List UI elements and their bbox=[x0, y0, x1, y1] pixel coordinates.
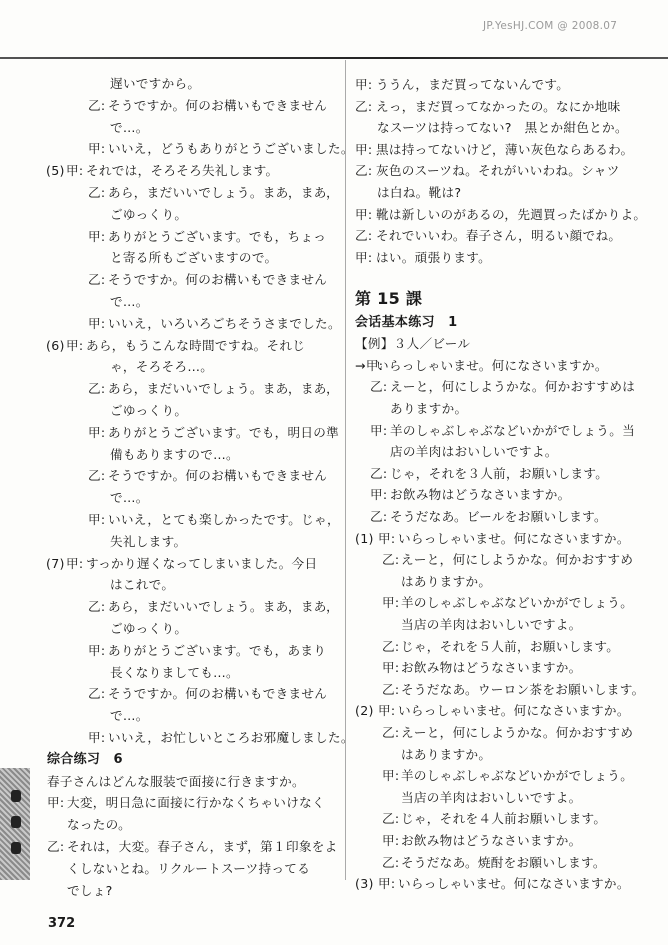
line-text: はありますか。 bbox=[401, 746, 492, 762]
item-number: (3) bbox=[355, 876, 374, 892]
line-text: じゃ，それを４人前お願いします。 bbox=[401, 811, 607, 827]
speaker-label: 乙: bbox=[355, 98, 373, 114]
speaker-label: 乙: bbox=[88, 599, 106, 615]
line-text: お飲み物はどうなさいますか。 bbox=[390, 487, 571, 503]
line-text: ありがとうございます。でも，ちょっ bbox=[108, 228, 327, 244]
line-text: ありがとうございます。でも，明日の準 bbox=[108, 424, 340, 440]
line-text: すっかり遅くなってしまいました。今日 bbox=[86, 555, 318, 571]
line-text: は白ね。靴は? bbox=[377, 185, 462, 200]
line-text: でしょ? bbox=[67, 882, 113, 898]
line-text: 第 15 課 bbox=[355, 289, 423, 308]
line-text: 店の羊肉はおいしいですよ。 bbox=[390, 444, 558, 460]
line-text: いらっしゃいませ。何になさいますか。 bbox=[398, 530, 630, 546]
speaker-label: 乙: bbox=[88, 97, 106, 113]
watermark: JP.YesHJ.COM @ 2008.07 bbox=[483, 20, 618, 32]
item-number: (1) bbox=[355, 530, 374, 546]
speaker-label: 乙: bbox=[47, 839, 65, 854]
line-text: 灰色のスーツね。それがいいわね。シャツ bbox=[376, 163, 620, 179]
speaker-label: 乙: bbox=[355, 228, 373, 244]
line-text: いらっしゃいませ。何になさいますか。 bbox=[398, 703, 630, 719]
speaker-label: 乙: bbox=[382, 638, 400, 654]
speaker-label: 乙: bbox=[382, 811, 400, 827]
line-text: えっ，まだ買ってなかったの。なにか地味 bbox=[376, 98, 621, 114]
page-number: 372 bbox=[48, 916, 76, 931]
speaker-label: 甲: bbox=[382, 595, 400, 611]
line-text: で…。 bbox=[110, 119, 149, 135]
item-number: (7) bbox=[46, 555, 65, 571]
tab-mark bbox=[11, 816, 21, 828]
line-text: あら，もうこんな時間ですね。それじ bbox=[86, 337, 306, 353]
line-text: えーと，何にしようかな。何かおすすめ bbox=[401, 552, 634, 568]
line-text: そうですか。何のお構いもできません bbox=[108, 272, 328, 288]
speaker-label: 甲: bbox=[355, 206, 373, 222]
speaker-label: 乙: bbox=[382, 681, 400, 697]
speaker-label: 甲: bbox=[66, 337, 84, 353]
tab-mark bbox=[11, 842, 21, 854]
line-text: ごゆっくり。 bbox=[110, 621, 188, 636]
line-text: それでは，そろそろ失礼します。 bbox=[86, 163, 279, 179]
line-text: 長くなりましても…。 bbox=[110, 664, 239, 680]
line-text: あら，まだいいでしょう。まあ，まあ， bbox=[108, 185, 340, 200]
line-text: 遅いですから。 bbox=[110, 76, 201, 91]
item-number: (2) bbox=[355, 703, 374, 719]
line-text: 羊のしゃぶしゃぶなどいかがでしょう。 bbox=[401, 595, 634, 611]
line-text: それでいいわ。春子さん，明るい顔でね。 bbox=[376, 228, 622, 244]
line-text: いらっしゃいませ。何になさいますか。 bbox=[398, 876, 630, 892]
line-text: そうですか。何のお構いもできません bbox=[108, 686, 328, 702]
speaker-label: 甲: bbox=[88, 228, 106, 244]
line-text: はい。頑張ります。 bbox=[376, 249, 492, 265]
header-rule bbox=[0, 57, 668, 59]
tab-mark bbox=[11, 790, 21, 802]
speaker-label: 甲: bbox=[355, 141, 373, 157]
speaker-label: 乙: bbox=[370, 509, 388, 524]
speaker-label: 甲: bbox=[47, 795, 65, 811]
speaker-label: 甲: bbox=[370, 487, 388, 503]
line-text: 【例】３人／ビール bbox=[355, 336, 471, 352]
line-text: ありますか。 bbox=[390, 401, 468, 416]
speaker-label: 乙: bbox=[88, 185, 106, 200]
speaker-label: 甲: bbox=[355, 249, 373, 265]
line-text: いいえ，お忙しいところお邪魔しました。 bbox=[108, 730, 354, 745]
line-text: えーと，何にしようかな。何かおすすめは bbox=[390, 379, 636, 395]
speaker-label: 甲: bbox=[66, 163, 84, 179]
speaker-label: 乙: bbox=[88, 381, 106, 397]
line-text: あら，まだいいでしょう。まあ，まあ， bbox=[108, 599, 340, 615]
speaker-label: 甲: bbox=[88, 315, 106, 331]
line-text: 当店の羊肉はおいしいですよ。 bbox=[401, 617, 582, 632]
speaker-label: 乙: bbox=[382, 552, 400, 568]
line-text: 黒は持ってないけど，薄い灰色ならあるわ。 bbox=[376, 141, 634, 157]
speaker-label: 甲: bbox=[355, 77, 373, 92]
line-text: はこれで。 bbox=[110, 577, 175, 593]
line-text: そうだなあ。焼酎をお願いします。 bbox=[401, 854, 606, 870]
line-text: 春子さんはどんな服装で面接に行きますか。 bbox=[47, 773, 305, 789]
line-text: ううん，まだ買ってないんです。 bbox=[376, 77, 570, 92]
speaker-label: 甲: bbox=[88, 512, 106, 527]
line-text: そうだなあ。ウーロン茶をお願いします。 bbox=[401, 681, 645, 697]
line-text: で…。 bbox=[110, 490, 149, 506]
line-text: 当店の羊肉はおいしいですよ。 bbox=[401, 789, 582, 805]
speaker-label: 甲: bbox=[382, 660, 400, 676]
speaker-label: →甲: bbox=[355, 357, 384, 373]
item-number: (6) bbox=[46, 337, 65, 353]
line-text: で…。 bbox=[110, 708, 149, 724]
speaker-label: 乙: bbox=[382, 854, 400, 870]
speaker-label: 甲: bbox=[378, 876, 396, 892]
speaker-label: 乙: bbox=[88, 686, 106, 702]
line-text: お飲み物はどうなさいますか。 bbox=[401, 833, 582, 848]
speaker-label: 甲: bbox=[88, 141, 106, 157]
line-text: じゃ，それを３人前，お願いします。 bbox=[390, 465, 609, 481]
line-text: くしないとね。リクルートスーツ持ってる bbox=[67, 860, 311, 876]
line-text: はありますか。 bbox=[401, 573, 492, 589]
line-text: 大変，明日急に面接に行かなくちゃいけなく bbox=[67, 795, 325, 811]
speaker-label: 乙: bbox=[370, 379, 388, 395]
speaker-label: 甲: bbox=[382, 833, 400, 848]
line-text: ごゆっくり。 bbox=[110, 206, 188, 222]
line-text: そうだなあ。ビールをお願いします。 bbox=[390, 509, 607, 524]
line-text: 综合练习 6 bbox=[47, 751, 123, 767]
line-text: それは，大変。春子さん，まず，第１印象をよ bbox=[67, 839, 338, 854]
line-text: ごゆっくり。 bbox=[110, 403, 188, 418]
speaker-label: 甲: bbox=[378, 530, 396, 546]
chapter-thumb-tab bbox=[0, 768, 30, 880]
line-text: で…。 bbox=[110, 294, 149, 309]
line-text: いらっしゃいませ。何になさいますか。 bbox=[376, 357, 608, 373]
line-text: いいえ，どうもありがとうございました。 bbox=[108, 141, 354, 157]
speaker-label: 乙: bbox=[88, 272, 106, 288]
line-text: いいえ，とても楽しかったです。じゃ， bbox=[108, 512, 340, 527]
speaker-label: 甲: bbox=[382, 768, 400, 784]
line-text: 会话基本练习 1 bbox=[355, 314, 458, 330]
line-text: 羊のしゃぶしゃぶなどいかがでしょう。 bbox=[401, 768, 634, 784]
speaker-label: 乙: bbox=[382, 725, 400, 740]
line-text: ゃ，そろそろ…。 bbox=[110, 359, 214, 375]
line-text: えーと，何にしようかな。何かおすすめ bbox=[401, 725, 634, 740]
speaker-label: 甲: bbox=[370, 422, 388, 438]
line-text: 靴は新しいのがあるの，先週買ったばかりよ。 bbox=[376, 206, 647, 222]
speaker-label: 甲: bbox=[88, 730, 106, 745]
item-number: (5) bbox=[46, 163, 65, 179]
line-text: と寄る所もございますので。 bbox=[110, 250, 278, 266]
speaker-label: 乙: bbox=[370, 465, 388, 481]
column-divider bbox=[345, 60, 346, 880]
speaker-label: 乙: bbox=[88, 468, 106, 484]
line-text: じゃ，それを５人前，お願いします。 bbox=[401, 638, 620, 654]
line-text: あら，まだいいでしょう。まあ，まあ， bbox=[108, 381, 340, 397]
line-text: 羊のしゃぶしゃぶなどいかがでしょう。当 bbox=[390, 422, 635, 438]
speaker-label: 甲: bbox=[66, 555, 84, 571]
line-text: いいえ，いろいろごちそうさまでした。 bbox=[108, 315, 341, 331]
line-text: なスーツは持ってない? 黒とか紺色とか。 bbox=[377, 120, 628, 136]
line-text: そうですか。何のお構いもできません bbox=[108, 468, 328, 484]
line-text: なったの。 bbox=[67, 817, 131, 833]
speaker-label: 甲: bbox=[378, 703, 396, 719]
speaker-label: 甲: bbox=[88, 424, 106, 440]
speaker-label: 甲: bbox=[88, 642, 106, 658]
line-text: 失礼します。 bbox=[110, 533, 187, 549]
line-text: そうですか。何のお構いもできません bbox=[108, 97, 328, 113]
line-text: ありがとうございます。でも，あまり bbox=[108, 642, 327, 658]
line-text: お飲み物はどうなさいますか。 bbox=[401, 660, 582, 676]
line-text: 備もありますので…。 bbox=[110, 446, 239, 462]
speaker-label: 乙: bbox=[355, 163, 373, 179]
